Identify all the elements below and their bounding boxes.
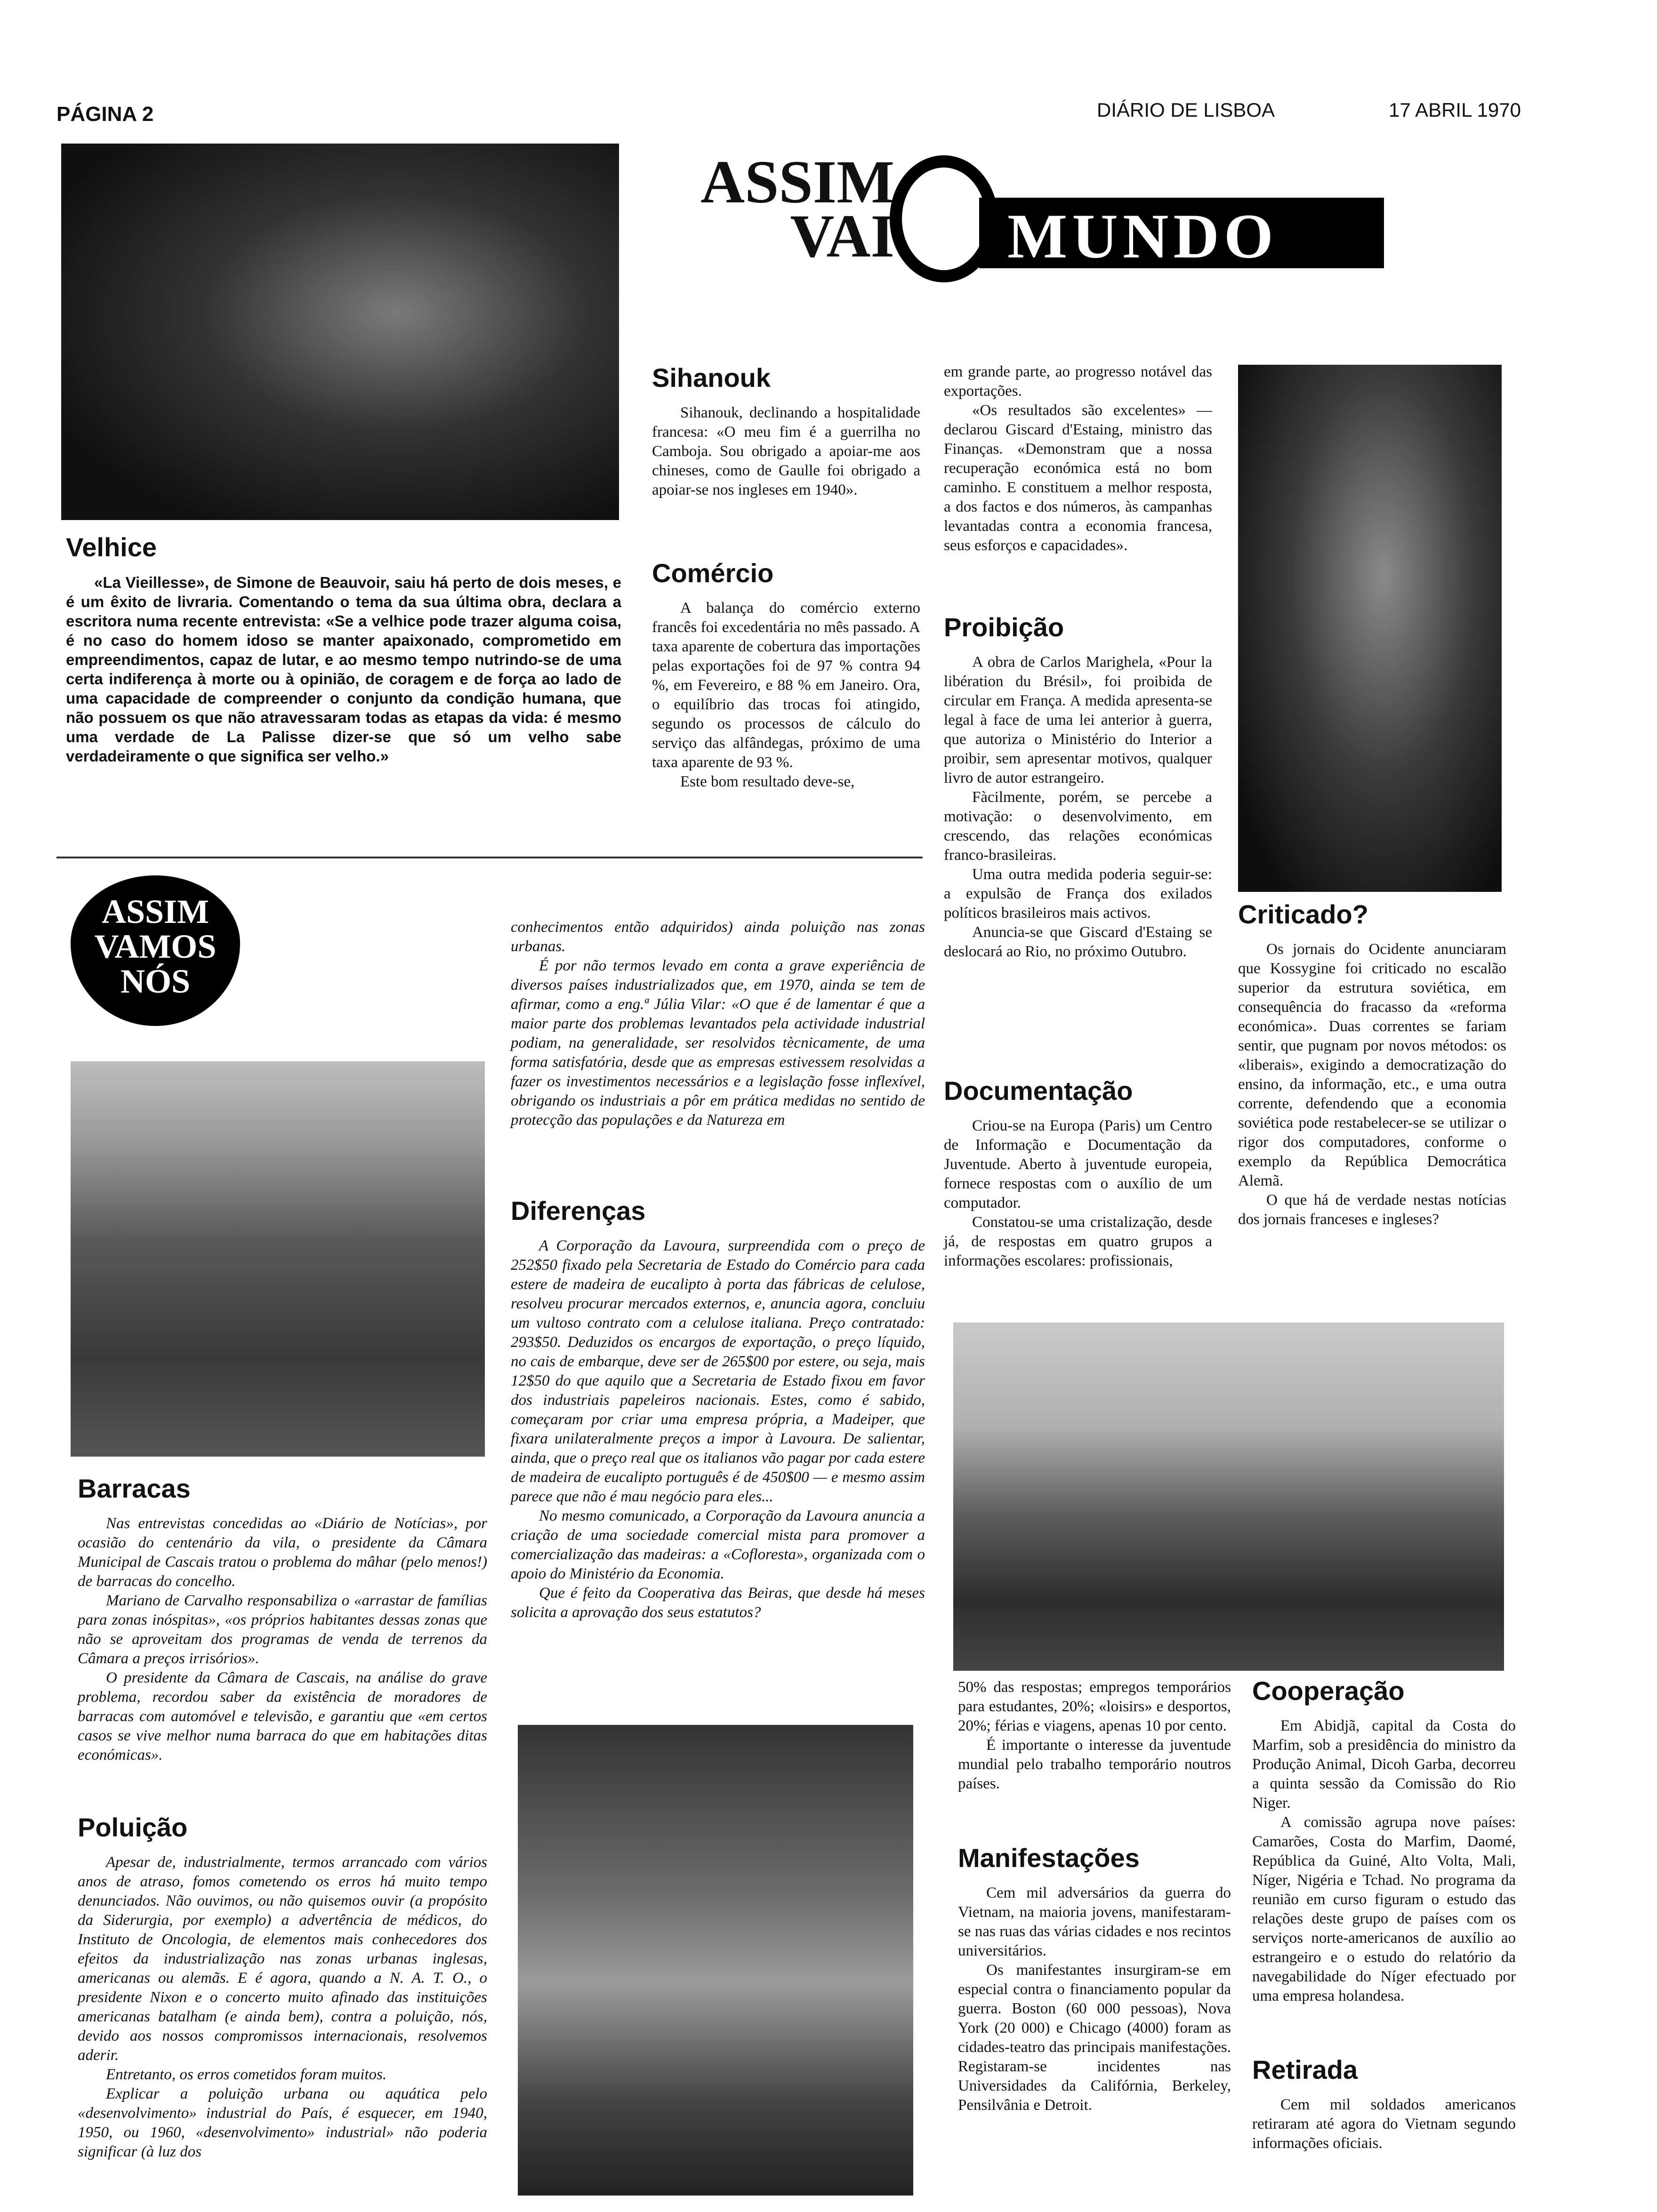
documentacao-p1: Criou-se na Europa (Paris) um Centro de Informação e Documentação da Juventude. Aberto à juventude europeia, fornece respostas com o auxílio de um computador. [944,1117,1212,1211]
photo-barracas [71,1061,485,1457]
comercio-p2: Este bom resultado deve-se, [680,773,855,790]
poluicao-heading: Poluição [78,1812,188,1842]
logo-line-mundo: MUNDO [1007,201,1278,272]
article-poluicao [78,1812,487,2162]
page-number: PÁGINA 2 [56,103,154,126]
barracas-heading: Barracas [78,1474,191,1503]
article-retirada [1252,2054,1516,2153]
article-cooperacao [1252,1675,1516,2006]
poluicao-p3: Explicar a poluição urbana ou aquática pelo «desenvolvimento» industrial do País, é esquecer, em 1940, 1950, ou 1960, «desenvolvimento» industrial» não poderia significar (à luz dos [78,2085,487,2160]
photo-documentation-centre [953,1322,1504,1671]
logo2-line-assim: ASSIM [101,893,209,930]
photo-kossygine [1238,365,1502,892]
velhice-heading: Velhice [66,532,157,562]
diferencas-p1: A Corporação da Lavoura, surpreendida com o preço de 252$50 fixado pela Secretaria de Estado do Comércio para cada estere de madeira de eucalipto à porta das fábricas de celulose, resolveu procurar mercados externos, e, anuncia agora, concluiu um vultoso contrato com a celulose italiana. Preço contratado: 293$50. Deduzidos os encargos de exportação, o preço líquido, no cais de embarque, deve ser de 265$00 por estere, ou seja, mais 12$50 do que aquilo que a Secretaria de Estado fixou em favor dos industriais papeleiros nacionais. Estes, como é sabido, começaram por criar uma empresa própria, a Madeiper, que fixara unilateralmente preços a impor à Lavoura. De salientar, ainda, que o preço real que os italianos vão pagar por cada estere de madeira de eucalipto português é de 450$00 — e mesmo assim parece que não é mau negócio para eles... [511,1237,925,1505]
retirada-heading: Retirada [1252,2055,1358,2084]
documentacao-p3: É importante o interesse da juventude mundial pelo trabalho temporário noutros países. [958,1737,1231,1792]
criticado-heading: Criticado? [1238,899,1368,929]
velhice-text: «La Vieillesse», de Simone de Beauvoir, saiu há perto de dois meses, e é um êxito de livraria. Comentando o tema da sua última obra, declara a escritora numa recente entrevista: «Se a velhice pode trazer alguma coisa, é no caso do homem idoso se manter apaixonado, comprometido em empreendimentos, capaz de lutar, e ao mesmo tempo nutrindo-se de uma certa indiferença à morte ou à opinião, de coragem e de força ao lado de uma capacidade de compreender o conjunto da condição humana, que não possuem os que não atravessaram todas as etapas da vida: é mesmo uma verdade de La Palisse dizer-se que só um velho sabe verdadeiramente o que significa ser velho.» [66,574,621,765]
barracas-p2: Mariano de Carvalho responsabiliza o «arrastar de famílias para zonas inóspitas», «os próprios habitantes dessas zonas que não se aproveitam dos programas de venda de terrenos da Câmara a preços irrisórios». [78,1592,487,1667]
logo2-line-nos: NÓS [120,962,191,1000]
poluicao-continued [511,918,925,1130]
issue-date: 17 ABRIL 1970 [1389,99,1521,121]
cooperacao-heading: Cooperação [1252,1676,1405,1706]
article-sihanouk [652,362,920,500]
proibicao-p2: Fàcilmente, porém, se percebe a motivação: o desenvolvimento, em crescendo, das relações económicas franco-brasileiras. [944,789,1212,864]
comercio-heading: Comércio [652,558,774,588]
logo-assim-vamos-nos [71,875,240,1026]
poluicao-p1: Apesar de, industrialmente, termos arrancado com vários anos de atraso, fomos cometendo os erros há muito tempo denunciados. Não ouvimos, ou não quisemos ouvir (a propósito da Siderurgia, por exemplo) a advertência de médicos, do Instituto de Oncologia, de elementos mais conhecedores dos efeitos da industrialização nas zonas urbanas inglesas, americanas ou alemãs. E é agora, quando a N. A. T. O., o presidente Nixon e o concerto muito afinado das instituições americanas batalham (e ainda bem), contra a poluição, nós, devido aos nossos compromissos internacionais, resolvemos aderir. [78,1854,487,2064]
proibicao-p3: Uma outra medida poderia seguir-se: a expulsão de França dos exilados políticos brasileiros mais activos. [944,866,1212,922]
proibicao-heading: Proibição [944,612,1064,642]
documentacao-p2: Constatou-se uma cristalização, desde já, de respostas em quatro grupos a informações escolares: profissionais, [944,1214,1212,1269]
photo-elderly-person [61,144,619,520]
diferencas-p3: Que é feito da Cooperativa das Beiras, que desde há meses solicita a aprovação dos seus estatutos? [511,1585,925,1621]
diferencas-p2: No mesmo comunicado, a Corporação da Lavoura anuncia a criação de uma sociedade comercial mista para promover a comercialização das madeiras: a «Cofloresta», organizada com o apoio do Ministério da Economia. [511,1507,925,1582]
sihanouk-text: Sihanouk, declinando a hospitalidade francesa: «O meu fim é a guerrilha no Camboja. Sou obrigado a apoiar-me aos chineses, como de Gaulle foi obrigado a apoiar-se nos ingleses em 1940». [652,404,920,498]
article-velhice [66,532,621,766]
logo-line-assim: ASSIM [700,148,894,216]
retirada-p1: Cem mil soldados americanos retiraram até agora do Vietnam segundo informações oficiais. [1252,2096,1516,2152]
poluicao-cont: conhecimentos então adquiridos) ainda poluição nas zonas urbanas. [511,919,925,955]
manifestacoes-heading: Manifestações [958,1843,1140,1873]
comercio-cont2: «Os resultados são excelentes» — declarou Giscard d'Estaing, ministro das Finanças. «Demonstram que a nossa recuperação económica está no bom caminho. E constituem a melhor resposta, a dos factos e dos números, às campanhas levantadas contra a economia francesa, seus esforços e capacidades». [944,402,1212,554]
comercio-cont1: em grande parte, ao progresso notável das exportações. [944,363,1212,400]
article-comercio [652,558,920,792]
logo-line-vai: VAI [790,202,894,270]
manifestacoes-p2: Os manifestantes insurgiram-se em especial contra o financiamento popular da guerra. Boston (60 000 pessoas), Nova York (20 000) e Chicago (4000) foram as cidades-teatro das principais manifestações. Registaram-se incidentes nas Universidades da Califórnia, Berkeley, Pensilvânia e Detroit. [958,1962,1231,2114]
criticado-p1: Os jornais do Ocidente anunciaram que Kossygine foi criticado no escalão superior da estrutura soviética, em consequência do fracasso da «reforma económica». Duas correntes se fariam sentir, que pugnam por novos métodos: os «liberais», exigindo a democratização do ensino, da informação, etc., e uma outra corrente, defendendo que a economia soviética pode restabelecer-se se utilizar o rigor dos computadores, conforme o exemplo da República Democrática Alemã. [1238,941,1506,1189]
proibicao-p1: A obra de Carlos Marighela, «Pour la libération du Brésil», foi proibida de circular em França. A medida apresenta-se legal à face de uma lei anterior à guerra, que autoriza o Ministério do Interior a proibir, sem apresentar motivos, qualquer livro de autor estrangeiro. [944,654,1212,786]
documentacao-continued [958,1678,1231,1794]
article-manifestacoes [958,1843,1231,2115]
cooperacao-p1: Em Abidjã, capital da Costa do Marfim, sob a presidência do ministro da Produção Animal, Dicoh Garba, decorreu a quinta sessão da Comissão do Rio Niger. [1252,1717,1516,1811]
manifestacoes-p1: Cem mil adversários da guerra do Vietnam, na maioria jovens, manifestaram-se nas ruas das várias cidades e nos recintos universitários. [958,1884,1231,1959]
newspaper-name: DIÁRIO DE LISBOA [1097,99,1275,121]
poluicao-p2: Entretanto, os erros cometidos foram muitos. [106,2066,387,2083]
comercio-continued [944,362,1212,555]
logo2-line-vamos: VAMOS [94,928,217,965]
photo-eucalyptus-forest [518,1725,913,2196]
documentacao-cont: 50% das respostas; empregos temporários para estudantes, 20%; «loisirs» e desportos, 20%; férias e viagens, apenas 10 por cento. [958,1679,1231,1734]
cooperacao-p2: A comissão agrupa nove países: Camarões, Costa do Marfim, Daomé, República da Guiné, Alto Volta, Mali, Níger, Nigéria e Tchad. No programa da reunião em curso figuram o estudo das relações deste grupo de países com os serviços norte-americanos de auxílio ao estrangeiro e o estudo do relatório da navegabilidade do Níger efectuado por uma empresa holandesa. [1252,1814,1516,2004]
proibicao-p4: Anuncia-se que Giscard d'Estaing se deslocará ao Rio, no próximo Outubro. [944,924,1212,960]
poluicao-p4: É por não termos levado em conta a grave experiência de diversos países industrializados que, em 1970, ainda se tem de afirmar, como a eng.ª Júlia Vilar: «O que é de lamentar é que a maior parte dos problemas levantados pela actividade industrial podiam, na generalidade, ser resolvidos tècnicamente, de uma forma satisfatória, desde que as empresas estivessem resolvidas a fazer os investimentos necessários e a legislação fosse inflexível, obrigando os industriais a pôr em prática medidas no sentido de protecção das populações e da Natureza em [511,957,925,1129]
article-proibicao [944,612,1212,962]
diferencas-heading: Diferenças [511,1196,646,1226]
barracas-p3: O presidente da Câmara de Cascais, na análise do grave problema, recordou saber da existência de moradores de barracas com automóvel e televisão, e garantiu que «em certos casos se vive melhor numa barraca do que em habitações ditas económicas». [78,1669,487,1763]
article-diferencas [511,1195,925,1622]
section-divider [56,857,923,858]
sihanouk-heading: Sihanouk [652,363,771,393]
article-barracas [78,1473,487,1765]
article-documentacao [944,1075,1212,1271]
documentacao-heading: Documentação [944,1076,1133,1106]
criticado-p2: O que há de verdade nestas notícias dos jornais franceses e ingleses? [1238,1192,1506,1228]
logo-assim-vai-o-mundo [650,148,1384,297]
article-criticado [1238,899,1506,1229]
barracas-p1: Nas entrevistas concedidas ao «Diário de Notícias», por ocasião do centenário da vila, o presidente da Câmara Municipal de Cascais tratou o problema do mâhar (pelo menos!) de barracas do concelho. [78,1515,487,1590]
comercio-p1: A balança do comércio externo francês foi excedentária no mês passado. A taxa aparente de cobertura das importações pelas exportações foi de 97 % contra 94 %, em Fevereiro, e 88 % em Janeiro. Ora, o equilíbrio das trocas foi atingido, segundo os processos de cálculo do serviço das alfândegas, próximo de uma taxa aparente de 93 %. [652,600,920,771]
